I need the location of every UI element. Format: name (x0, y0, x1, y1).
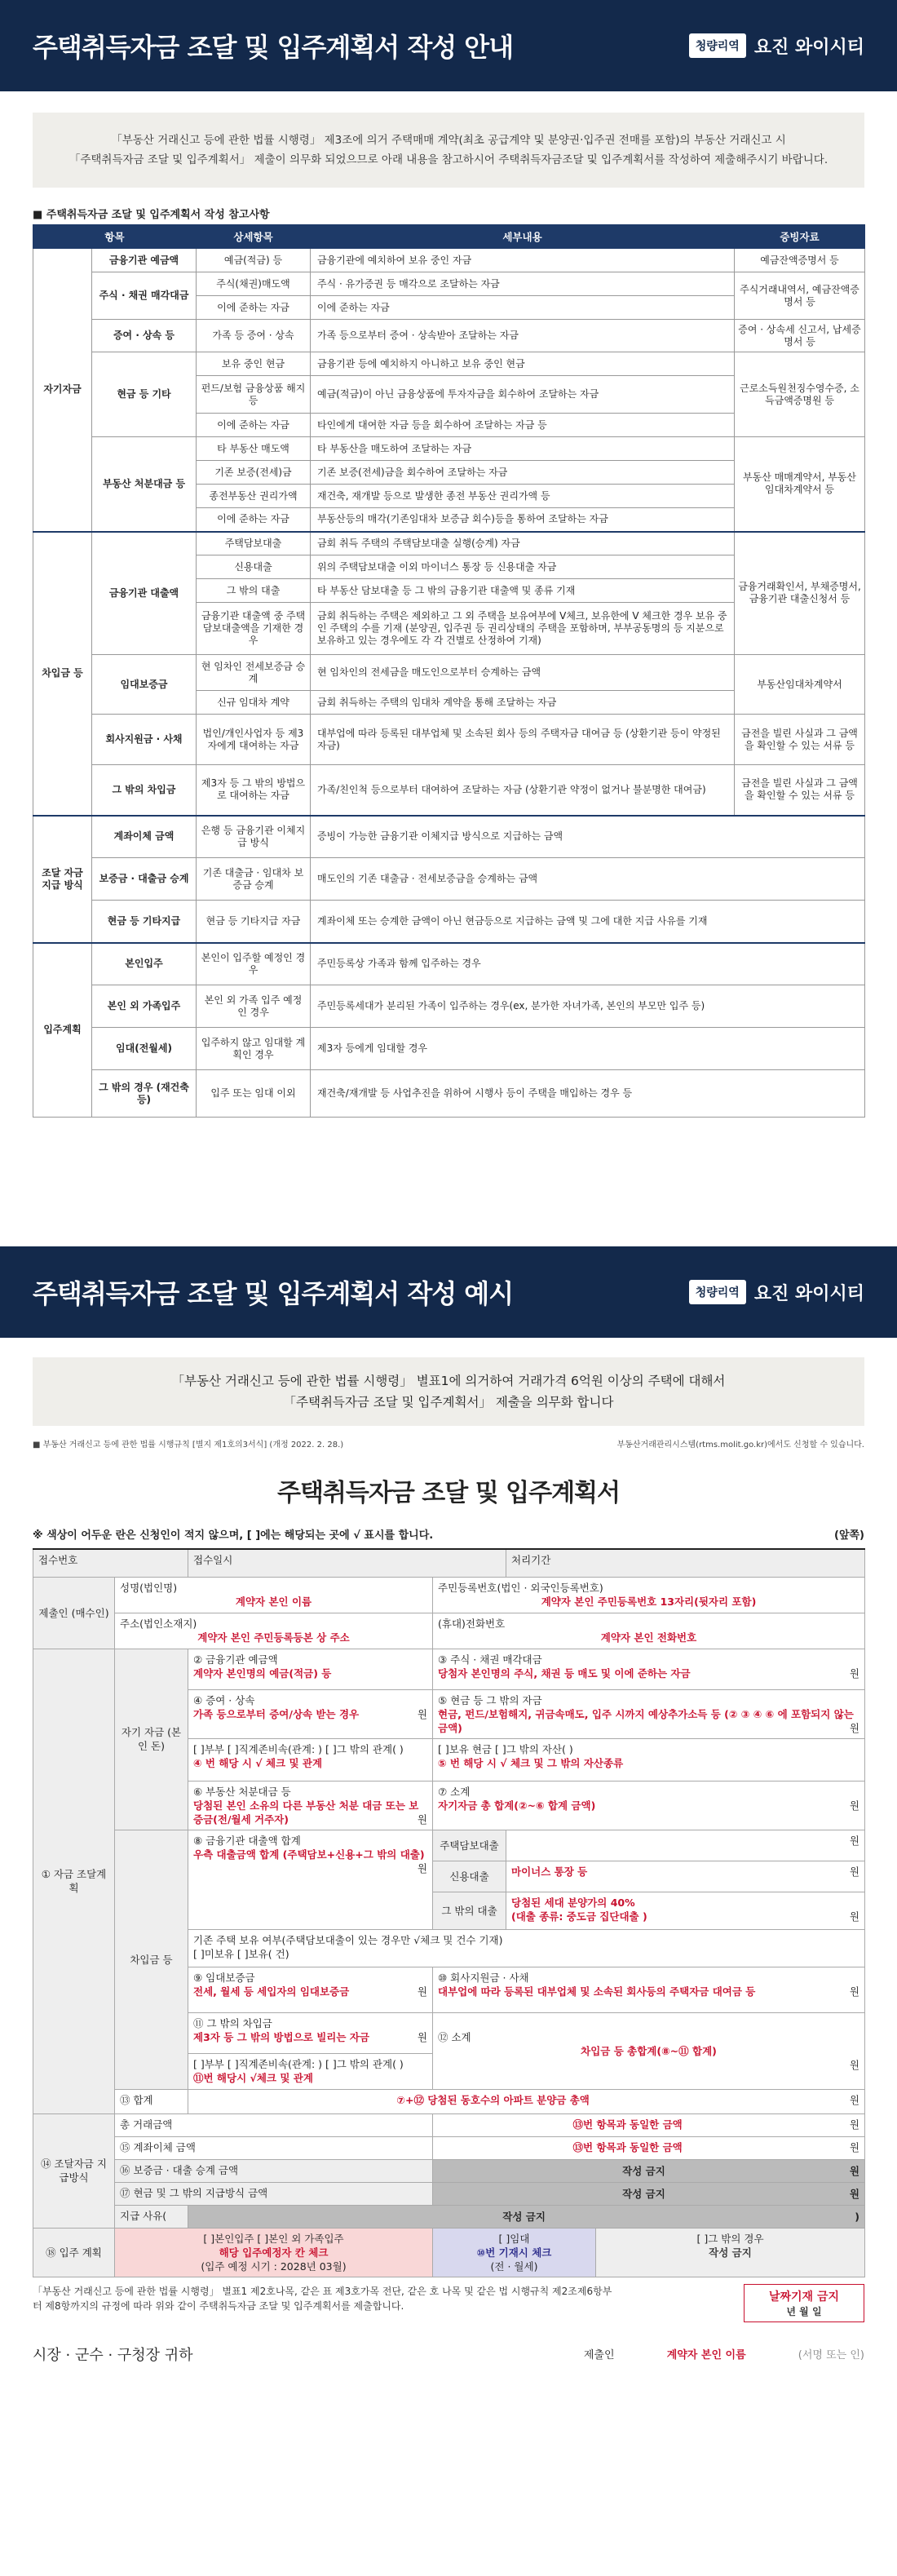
col-evidence: 증빙자료 (735, 225, 865, 249)
cash-type-note: ⑤ 번 해당 시 √ 체크 및 그 밖의 자산종류 (438, 1756, 624, 1769)
move-self-note: 해당 입주예정자 칸 체크 (219, 2246, 329, 2259)
cat-move: 입주계획 (33, 943, 92, 1118)
name-label: 성명(법인명) (120, 1581, 178, 1594)
legal-statement: 「부동산 거래신고 등에 관한 법률 시행령」 별표1 제2호나목, 같은 표 제3호가목 전단, 같은 호 나목 및 같은 법 시행규칙 제2조제6항부터 제8항까지의 규정에 따라 위와 같이 주택취득자금 조달 및 입주계획서를 제출합니다. (33, 2285, 612, 2312)
won-unit: 원 (849, 2058, 859, 2071)
date-stamp-ymd: 년 월 일 (786, 2305, 822, 2317)
realestate-label: ⑥ 부동산 처분대금 등 (193, 1785, 291, 1798)
example-notice (33, 1357, 864, 1426)
cell: 주민등록세대가 분리된 가족이 입주하는 경우(ex, 분가한 자녀가족, 본인의 부모만 입주 등) (311, 985, 865, 1028)
group-own (33, 249, 865, 532)
signature-seal[interactable]: (서명 또는 인) (798, 2349, 864, 2361)
example-notice-line2: 「주택취득자금 조달 및 입주계획서」 제출을 의무화 합니다 (283, 1395, 614, 1410)
phone-label: (휴대)전화번호 (438, 1617, 506, 1630)
company-loan-label: ⑩ 회사지원금 · 사채 (438, 1971, 529, 1984)
grand-total-label: ⑬ 합계 (115, 2089, 188, 2113)
lease-deposit-label: ⑨ 임대보증금 (193, 1971, 255, 1984)
cell: 타 부동산 담보대출 등 그 밖의 금융기관 대출액 및 종류 기재 (311, 579, 735, 603)
cell: 예금잔액증명서 등 (735, 249, 865, 272)
cash-value[interactable]: 현금, 펀드/보험해지, 귀금속매도, 입주 시까지 예상추가소득 등 (② ③ ④ ⑥ 에 포함되지 않는 금액) (438, 1707, 854, 1734)
row-label: 현금 등 기타지급 (92, 901, 197, 943)
pay-reason-close: ) (855, 2210, 859, 2223)
cell: 부동산 매매계약서, 부동산 임대차계약서 등 (735, 437, 865, 532)
cell: 매도인의 기존 대출금 · 전세보증금을 승계하는 금액 (311, 858, 865, 901)
other-borrow-relation-note: ⑪번 해당시 √체크 및 관계 (193, 2071, 313, 2084)
cell: 신규 임대차 계약 (197, 691, 311, 715)
cash-pay-blocked: 작성 금지 (622, 2187, 665, 2200)
cat-own: 자기자금 (33, 249, 92, 532)
cell: 예금(적금) 등 (197, 249, 311, 272)
receipt-number: 접수번호 (33, 1549, 188, 1577)
guide-notice (33, 113, 864, 188)
col-content: 세부내용 (311, 225, 735, 249)
won-unit: 원 (849, 2140, 859, 2153)
example-header (0, 1246, 897, 1338)
cell: 금전을 빌린 사실과 그 금액을 확인할 수 있는 서류 등 (735, 765, 865, 816)
realestate-value[interactable]: 당첨된 본인 소유의 다른 부동산 처분 대금 또는 보증금(전/월세 거주자) (193, 1799, 419, 1826)
total-price-value[interactable]: ⑬번 항목과 동일한 금액 (572, 2118, 683, 2131)
cell: 제3자 등 그 밖의 방법으로 대여하는 자금 (197, 765, 311, 816)
cell: 신용대출 (197, 555, 311, 579)
move-rent-type: (전 · 월세) (490, 2260, 538, 2273)
own-fund-label: 자기 자금 (본인 돈) (115, 1649, 188, 1830)
group-move (33, 943, 865, 1118)
cell: 예금(적금)이 아닌 금융상품에 투자자금을 회수하여 조달하는 자금 (311, 376, 735, 414)
col-detail: 상세항목 (197, 225, 311, 249)
cell: 타 부동산 매도액 (197, 437, 311, 461)
cell: 이에 준하는 자금 (197, 414, 311, 437)
stock-label: ③ 주식 · 채권 매각대금 (438, 1653, 542, 1666)
cell: 펀드/보험 금융상품 해지 등 (197, 376, 311, 414)
row-label: 금융기관 대출액 (92, 532, 197, 655)
date-stamp (744, 2284, 864, 2322)
group-loan (33, 532, 865, 816)
cell: 입주하지 않고 임대할 계획인 경우 (197, 1028, 311, 1070)
cell: 제3자 등에게 임대할 경우 (311, 1028, 865, 1070)
cell: 법인/개인사업자 등 제3자에게 대여하는 자금 (197, 715, 311, 765)
form-title: 주택취득자금 조달 및 입주계획서 (276, 1479, 621, 1507)
cell: 현금 등 기타지급 자금 (197, 901, 311, 943)
cell: 주식(채권)매도액 (197, 272, 311, 296)
other-borrow-label: ⑪ 그 밖의 차입금 (193, 2016, 272, 2029)
house-ownership-label: 기존 주택 보유 여부(주택담보대출이 있는 경우만 √체크 및 건수 기재) (193, 1933, 503, 1946)
cell: 주민등록상 가족과 함께 입주하는 경우 (311, 943, 865, 985)
example-section (0, 1246, 897, 2365)
pay-reason-label: 지급 사유( (115, 2205, 188, 2228)
row-label: 현금 등 기타 (92, 352, 197, 437)
company-loan-value[interactable]: 대부업에 따라 등록된 대부업체 및 소속된 회사등의 주택자금 대여금 등 (438, 1985, 756, 1998)
won-unit: 원 (849, 1865, 859, 1878)
cell: 기존 대출금 · 임대차 보증금 승계 (197, 858, 311, 901)
won-unit: 원 (849, 1985, 859, 1998)
row-label: 회사지원금 · 사채 (92, 715, 197, 765)
other-borrow-relation-checkboxes[interactable]: [ ]부부 [ ]직계존비속(관계: ) [ ]그 밖의 관계( ) (193, 2057, 404, 2070)
deposit-label: ② 금융기관 예금액 (193, 1653, 278, 1666)
row-label: 계좌이체 금액 (92, 816, 197, 858)
cell: 근로소득원천징수영수증, 소득금액증명원 등 (735, 352, 865, 437)
cell: 현 임차인 전세보증금 승계 (197, 655, 311, 691)
cell: 부동산등의 매각(기존임대차 보증금 회수)등을 통하여 조달하는 자금 (311, 508, 735, 532)
stock-value[interactable]: 당첨자 본인명의 주식, 채권 등 매도 및 이에 준하는 자금 (438, 1666, 691, 1680)
won-unit: 원 (849, 1910, 859, 1923)
own-subtotal-value[interactable]: 자기자금 총 합계(②~⑥ 합계 금액) (438, 1799, 596, 1812)
own-subtotal-label: ⑦ 소계 (438, 1785, 471, 1798)
phone-value[interactable]: 계약자 본인 전화번호 (600, 1631, 697, 1644)
signer-name[interactable]: 계약자 본인 이름 (666, 2349, 746, 2361)
cell: 가족 등으로부터 증여 · 상속받아 조달하는 자금 (311, 320, 735, 352)
cell: 재건축, 재개발 등으로 발생한 종전 부동산 권리가액 등 (311, 485, 735, 508)
gift-value[interactable]: 가족 등으로부터 증여/상속 받는 경우 (193, 1707, 360, 1720)
move-other-checkbox[interactable]: [ ]그 밖의 경우 (696, 2232, 764, 2245)
cell: 부동산임대차계약서 (735, 655, 865, 715)
name-value[interactable]: 계약자 본인 이름 (235, 1595, 312, 1608)
submitter-label: 제출인 (매수인) (33, 1577, 115, 1649)
brand-logo (689, 33, 864, 59)
cell: 금회 취득하는 주택의 임대차 계약을 통해 조달하는 자금 (311, 691, 735, 715)
cell: 그 밖의 대출 (197, 579, 311, 603)
cell: 가족 등 증여 · 상속 (197, 320, 311, 352)
cell: 종전부동산 권리가액 (197, 485, 311, 508)
other-loan-value[interactable]: 당첨된 세대 분양가의 40% (511, 1896, 635, 1909)
form-instructions (33, 1526, 864, 1542)
won-unit: 원 (849, 1834, 859, 1847)
gift-relation-checkboxes[interactable]: [ ]부부 [ ]직계존비속(관계: ) [ ]그 밖의 관계( ) (193, 1742, 404, 1755)
reference-table (33, 224, 865, 1118)
cell: 주식거래내역서, 예금잔액증명서 등 (735, 272, 865, 320)
cell: 계좌이체 또는 승계한 금액이 아닌 현금등으로 지급하는 금액 및 그에 대한 지급 사유를 기재 (311, 901, 865, 943)
won-unit: 원 (849, 1666, 859, 1680)
signer-label: 제출인 (583, 2349, 615, 2361)
cell: 입주 또는 임대 이외 (197, 1070, 311, 1118)
cell: 증여 · 상속세 신고서, 납세증명서 등 (735, 320, 865, 352)
fund-plan-label: ① 자금 조달계획 (33, 1649, 115, 2113)
brand-chip-2: 청량리역 (689, 1280, 746, 1304)
gift-relation-note: ④ 번 해당 시 √ 체크 및 관계 (193, 1756, 323, 1769)
cell: 이에 준하는 자금 (197, 296, 311, 320)
grand-total-value[interactable]: ⑦+⑫ 당첨된 동호수의 아파트 분양금 총액 (396, 2093, 590, 2106)
address-value[interactable]: 계약자 본인 주민등록등본 상 주소 (197, 1631, 350, 1644)
won-unit: 원 (849, 2093, 859, 2106)
move-rent-checkbox[interactable]: [ ]임대 (498, 2232, 530, 2245)
cell: 기존 보증(전세)금 (197, 461, 311, 485)
won-unit: 원 (849, 2187, 859, 2200)
example-title: 주택취득자금 조달 및 입주계획서 작성 예시 (33, 1278, 514, 1309)
cell: 금회 취득하는 주택은 제외하고 그 외 주택을 보유여부에 V체크, 보유한에 V 체크한 경우 보유 중인 주택의 수를 기재 (분양권, 입주권 등 권리상태의 주택을 포함하며, 부부공동명의 등 지분으로 보유하고 있는 경우에도 각 각 건별로 산정하여 기재) (311, 603, 735, 655)
cell: 은행 등 금융기관 이체지급 방식 (197, 816, 311, 858)
row-label: 본인입주 (92, 943, 197, 985)
gift-label: ④ 증여 · 상속 (193, 1693, 255, 1706)
row-label: 임대(전월세) (92, 1028, 197, 1070)
won-unit: 원 (849, 1721, 859, 1734)
deposit-value[interactable]: 계약자 본인명의 예금(적금) 등 (193, 1666, 332, 1680)
move-plan-label: ⑱ 입주 계획 (33, 2228, 115, 2277)
cell: 금회 취득 주택의 주택담보대출 실행(승계) 자금 (311, 532, 735, 555)
row-label: 금융기관 예금액 (92, 249, 197, 272)
succession-label: ⑯ 보증금 · 대출 승계 금액 (115, 2159, 433, 2182)
row-label: 증여 · 상속 등 (92, 320, 197, 352)
cell: 위의 주택담보대출 이외 마이너스 통장 등 신용대출 자금 (311, 555, 735, 579)
section-heading: ■ 주택취득자금 조달 및 입주계획서 작성 참고사항 (33, 209, 270, 221)
cell: 이에 준하는 자금 (311, 296, 735, 320)
other-loan-kind[interactable]: (대출 종류: 중도금 집단대출 ) (511, 1910, 647, 1923)
won-unit: 원 (417, 2030, 427, 2043)
group-pay (33, 816, 865, 943)
cell: 금융기관 대출액 중 주택담보대출액을 기재한 경우 (197, 603, 311, 655)
won-unit: 원 (417, 1812, 427, 1826)
won-unit: 원 (849, 2164, 859, 2177)
cell: 재건축/재개발 등 사업추진을 위하여 시행사 등이 주택을 매입하는 경우 등 (311, 1070, 865, 1118)
form-page-side: (앞쪽) (834, 1529, 864, 1542)
borrow-subtotal-label: ⑫ 소계 (438, 2030, 471, 2043)
pay-reason-blocked: 작성 금지 (502, 2210, 546, 2223)
id-label: 주민등록번호(법인 · 외국인등록번호) (438, 1581, 603, 1594)
transfer-value[interactable]: ⑬번 항목과 동일한 금액 (572, 2140, 683, 2153)
move-date[interactable]: (입주 예정 시기 : 2028년 03월) (201, 2260, 347, 2273)
transfer-label: ⑮ 계좌이체 금액 (115, 2136, 433, 2159)
credit-loan-value[interactable]: 마이너스 통장 등 (511, 1865, 588, 1878)
brand-chip: 청량리역 (689, 33, 746, 58)
move-rent-note: ⑩번 기재시 체크 (476, 2246, 552, 2259)
credit-loan-label: 신용대출 (433, 1861, 506, 1892)
other-loan-label: 그 밖의 대출 (433, 1892, 506, 1929)
cell: 가족/친인척 등으로부터 대여하여 조달하는 자금 (상환기관 약정이 없거나 불분명한 대여금) (311, 765, 735, 816)
cell: 금융기관에 예치하여 보유 중인 자금 (311, 249, 735, 272)
row-label: 그 밖의 경우 (재건축 등) (92, 1070, 197, 1118)
move-other-blocked: 작성 금지 (709, 2246, 752, 2259)
cell: 금융거래확인서, 부채증명서, 금융기관 대출신청서 등 (735, 532, 865, 655)
cell: 증빙이 가능한 금융기관 이체지급 방식으로 지급하는 금액 (311, 816, 865, 858)
won-unit: 원 (849, 1799, 859, 1812)
id-value[interactable]: 계약자 본인 주민등록번호 13자리(뒷자리 포함) (541, 1595, 757, 1608)
row-label: 본인 외 가족입주 (92, 985, 197, 1028)
example-notice-line1: 「부동산 거래신고 등에 관한 법률 시행령」 별표1에 의거하여 거래가격 6억원 이상의 주택에 대해서 (171, 1374, 726, 1388)
fund-form (33, 1548, 865, 2277)
form-notes (33, 1437, 864, 1450)
move-self-checkboxes[interactable]: [ ]본인입주 [ ]본인 외 가족입주 (203, 2232, 344, 2245)
office-recipient: 시장 · 군수 · 구청장 귀하 (33, 2346, 193, 2364)
brand-name-2: 요진 와이시티 (753, 1283, 864, 1304)
form-footer (33, 2284, 864, 2322)
house-ownership-checkboxes[interactable]: [ ]미보유 [ ]보유( 건) (193, 1947, 289, 1960)
won-unit: 원 (417, 1861, 427, 1874)
other-borrow-value[interactable]: 제3자 등 그 밖의 방법으로 빌리는 자금 (193, 2030, 369, 2043)
cell: 대부업에 따라 등록된 대부업체 및 소속된 회사 등의 주택자금 대여금 등 (상환기관 등이 약정된 자금) (311, 715, 735, 765)
form-instruction: ※ 색상이 어두운 란은 신청인이 적지 않으며, [ ]에는 해당되는 곳에 √ 표시를 합니다. (33, 1529, 434, 1542)
cell: 타인에게 대여한 자금 등을 회수하여 조달하는 자금 등 (311, 414, 735, 437)
row-label: 보증금 · 대출금 승계 (92, 858, 197, 901)
payment-method-label: ⑭ 조달자금 지급방식 (33, 2113, 115, 2228)
processing-period: 처리기간 (506, 1549, 865, 1577)
cell: 주식 · 유가증권 등 매각으로 조달하는 자금 (311, 272, 735, 296)
borrow-subtotal-value[interactable]: 차입금 등 총합계(⑧~⑪ 합계) (581, 2044, 717, 2057)
cell: 기존 보증(전세)금을 회수하여 조달하는 자금 (311, 461, 735, 485)
col-item: 항목 (33, 225, 197, 249)
cell: 본인이 입주할 예정인 경우 (197, 943, 311, 985)
row-label: 주식 · 채권 매각대금 (92, 272, 197, 320)
cell: 보유 중인 현금 (197, 352, 311, 376)
guide-header (0, 0, 897, 91)
date-stamp-label: 날짜기재 금지 (768, 2290, 839, 2304)
mortgage-label: 주택담보대출 (433, 1830, 506, 1861)
cell: 본인 외 가족 입주 예정인 경우 (197, 985, 311, 1028)
address-label: 주소(법인소재지) (120, 1617, 197, 1630)
cell: 이에 준하는 자금 (197, 508, 311, 532)
row-label: 그 밖의 차입금 (92, 765, 197, 816)
receipt-datetime: 접수일시 (188, 1549, 506, 1577)
cell: 현 임차인의 전세금을 매도인으로부터 승계하는 금액 (311, 655, 735, 691)
total-price-label: 총 거래금액 (115, 2113, 433, 2136)
succession-blocked: 작성 금지 (622, 2164, 665, 2177)
brand-logo-2 (689, 1280, 864, 1305)
cell: 주택담보대출 (197, 532, 311, 555)
row-label: 부동산 처분대금 등 (92, 437, 197, 532)
won-unit: 원 (417, 1707, 427, 1720)
loan-total-value[interactable]: 우측 대출금액 합계 (주택담보+신용+그 밖의 대출) (193, 1848, 425, 1861)
cat-loan: 차입금 등 (33, 532, 92, 816)
cell: 금전을 빌린 사실과 그 금액을 확인할 수 있는 서류 등 (735, 715, 865, 765)
cash-label: ⑤ 현금 등 그 밖의 자금 (438, 1693, 542, 1706)
form-law-note: ■ 부동산 거래신고 등에 관한 법률 시행규칙 [별지 제1호의3서식] (개정 2022. 2. 28.) (33, 1441, 344, 1450)
cash-type-checkboxes[interactable]: [ ]보유 현금 [ ]그 밖의 자산( ) (438, 1742, 573, 1755)
row-label: 임대보증금 (92, 655, 197, 715)
brand-name: 요진 와이시티 (753, 37, 864, 58)
borrow-label: 차입금 등 (115, 1830, 188, 2089)
cash-pay-label: ⑰ 현금 및 그 밖의 지급방식 금액 (115, 2182, 433, 2205)
cat-pay: 조달 자금 지급 방식 (33, 816, 92, 943)
guide-notice-line2: 「주택취득자금 조달 및 입주계획서」 제출이 의무화 되었으므로 아래 내용을 참고하시어 주택취득자금조달 및 입주계획서를 작성하여 제출해주시기 바랍니다. (68, 153, 829, 166)
lease-deposit-value[interactable]: 전세, 월세 등 세입자의 임대보증금 (193, 1985, 350, 1998)
form-online-note: 부동산거래관리시스템(rtms.molit.go.kr)에서도 신청할 수 있습니다. (616, 1441, 864, 1450)
loan-total-label: ⑧ 금융기관 대출액 합계 (193, 1834, 301, 1847)
won-unit: 원 (417, 1985, 427, 1998)
guide-title: 주택취득자금 조달 및 입주계획서 작성 안내 (33, 32, 514, 63)
cell: 금융기관 등에 예치하지 아니하고 보유 중인 현금 (311, 352, 735, 376)
won-unit: 원 (849, 2118, 859, 2131)
cell: 타 부동산을 매도하여 조달하는 자금 (311, 437, 735, 461)
guide-notice-line1: 「부동산 거래신고 등에 관한 법률 시행령」 제3조에 의거 주택매매 계약(최초 공급계약 및 분양권·입주권 전매를 포함)의 부동산 거래신고 시 (111, 134, 786, 147)
signature-row (33, 2344, 864, 2365)
